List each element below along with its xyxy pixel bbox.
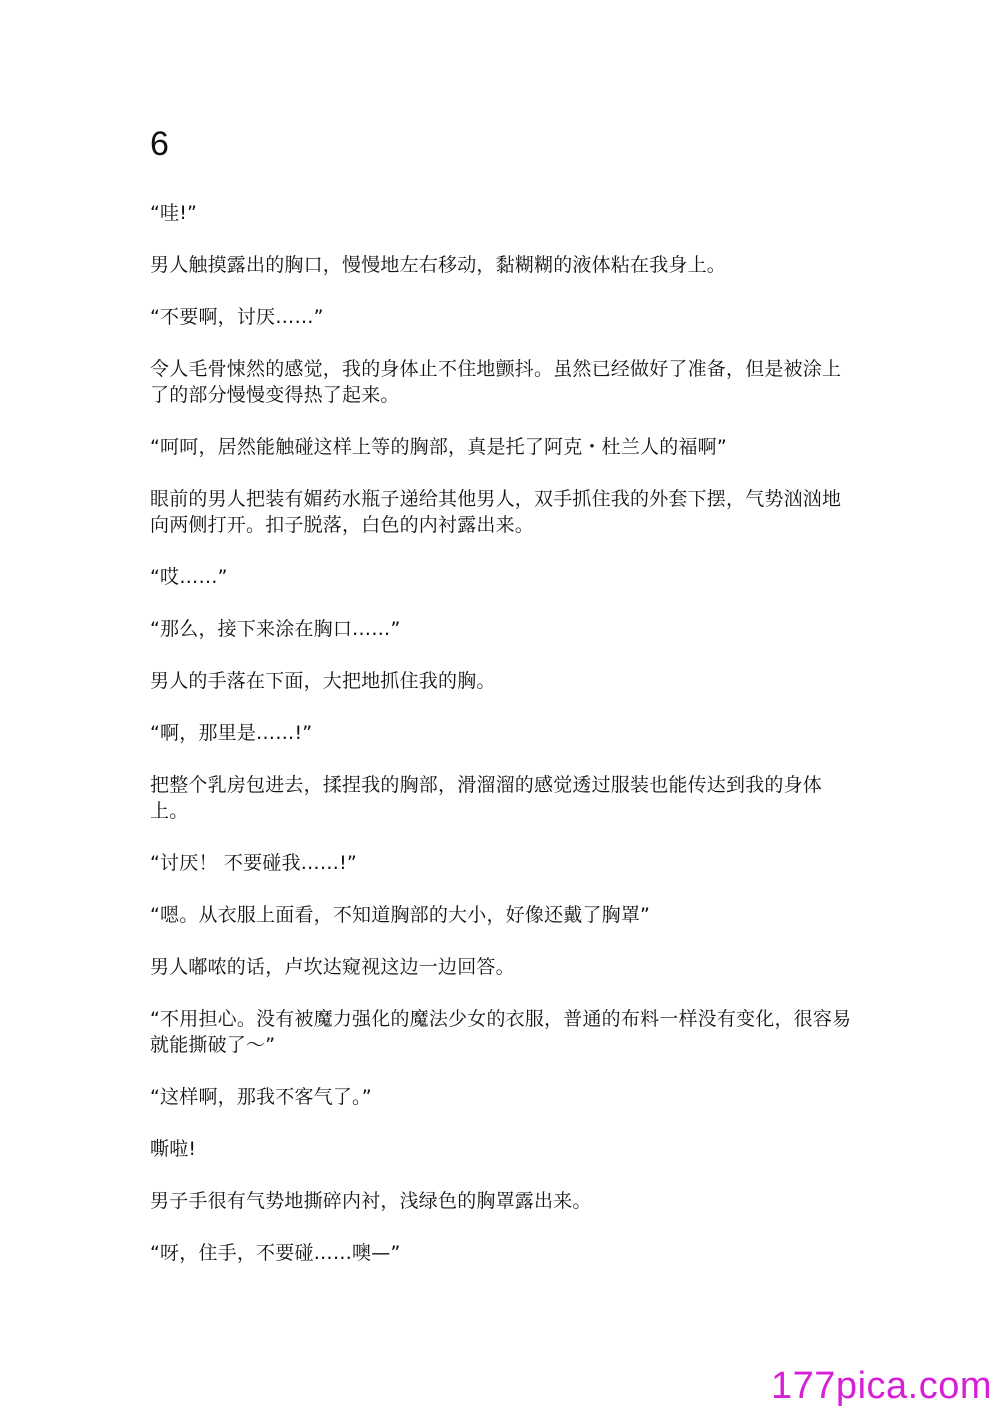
paragraph-19: “呀，住手，不要碰……噢—”: [150, 1242, 401, 1264]
paragraph-2: 男人触摸露出的胸口，慢慢地左右移动，黏糊糊的液体粘在我身上。: [150, 254, 727, 276]
paragraph-7: “哎……”: [150, 566, 228, 588]
paragraph-11: 把整个乳房包进去，揉捏我的胸部，滑溜溜的感觉透过服装也能传达到我的身体上。: [150, 774, 823, 822]
paragraph-13: “嗯。从衣服上面看，不知道胸部的大小，好像还戴了胸罩”: [150, 904, 651, 926]
paragraph-17: 嘶啦!: [150, 1138, 197, 1160]
paragraph-10: “啊，那里是……!”: [150, 722, 313, 744]
paragraph-3: “不要啊，讨厌……”: [150, 306, 324, 328]
chapter-number: 6: [150, 125, 169, 163]
paragraph-15: “不用担心。没有被魔力强化的魔法少女的衣服，普通的布料一样没有变化，很容易就能撕破了～”: [150, 1008, 852, 1056]
paragraph-9: 男人的手落在下面，大把地抓住我的胸。: [150, 670, 496, 692]
paragraph-16: “这样啊，那我不客气了。”: [150, 1086, 372, 1108]
body-text: [150, 200, 855, 1292]
paragraph-5: “呵呵，居然能触碰这样上等的胸部，真是托了阿克・杜兰人的福啊”: [150, 436, 727, 458]
paragraph-1: “哇!”: [150, 202, 198, 224]
paragraph-8: “那么，接下来涂在胸口……”: [150, 618, 401, 640]
paragraph-6: 眼前的男人把装有媚药水瓶子递给其他男人，双手抓住我的外套下摆，气势汹汹地向两侧打开。扣子脱落，白色的内衬露出来。: [150, 488, 842, 536]
paragraph-14: 男人嘟哝的话，卢坎达窥视这边一边回答。: [150, 956, 515, 978]
watermark: 177pica.com: [771, 1365, 992, 1407]
paragraph-18: 男子手很有气势地撕碎内衬，浅绿色的胸罩露出来。: [150, 1190, 592, 1212]
paragraph-12: “讨厌！ 不要碰我……!”: [150, 852, 357, 874]
paragraph-4: 令人毛骨悚然的感觉，我的身体止不住地颤抖。虽然已经做好了准备，但是被涂上了的部分慢慢变得热了起来。: [150, 358, 842, 406]
